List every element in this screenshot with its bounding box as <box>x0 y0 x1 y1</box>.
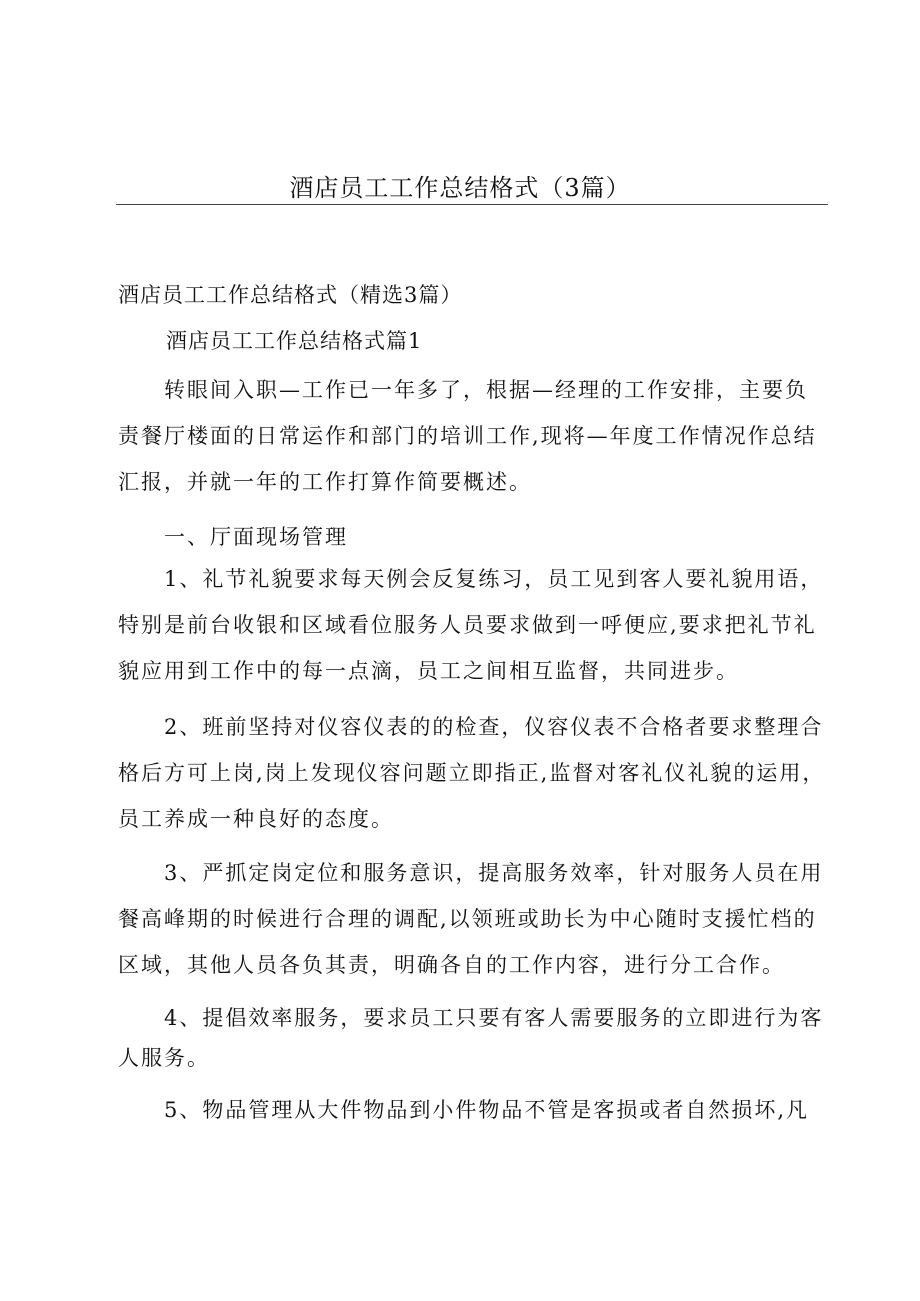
paragraph-item-4: 4、提倡效率服务，要求员工只要有客人需要服务的立即进行为客人服务。 <box>118 1006 824 1070</box>
paragraph-item-2: 2、班前坚持对仪容仪表的的检查，仪容仪表不合格者要求整理合格后方可上岗,岗上发现仪容问题立即指正,监督对客礼仪礼貌的运用，员工养成一种良好的态度。 <box>118 715 826 831</box>
document-title: 酒店员工工作总结格式（3篇） <box>289 174 631 202</box>
paragraph-item-1: 1、礼节礼貌要求每天例会反复练习，员工见到客人要礼貌用语，特别是前台收银和区域看位服务人员要求做到一呼便应,要求把礼节礼貌应用到工作中的每一点滴，员工之间相互监督，共同进步。 <box>118 567 824 683</box>
title-underline <box>116 204 828 205</box>
paragraph-heading-floor-management: 一、厅面现场管理 <box>164 525 348 549</box>
paragraph-item-3: 3、严抓定岗定位和服务意识，提高服务效率，针对服务人员在用餐高峰期的时候进行合理的调配,以领班或助长为中心随时支援忙档的区域，其他人员各负其责，明确各自的工作内容，进行分工合作。 <box>118 861 824 977</box>
paragraph-intro: 转眼间入职—工作已一年多了，根据—经理的工作安排，主要负责餐厅楼面的日常运作和部门的培训工作,现将—年度工作情况作总结汇报，并就一年的工作打算作简要概述。 <box>118 378 817 494</box>
paragraph-item-5: 5、物品管理从大件物品到小件物品不管是客损或者自然损坏,凡 <box>164 1098 810 1122</box>
document-subtitle: 酒店员工工作总结格式（精选3篇） <box>118 283 463 307</box>
section-heading: 酒店员工工作总结格式篇1 <box>166 329 423 353</box>
